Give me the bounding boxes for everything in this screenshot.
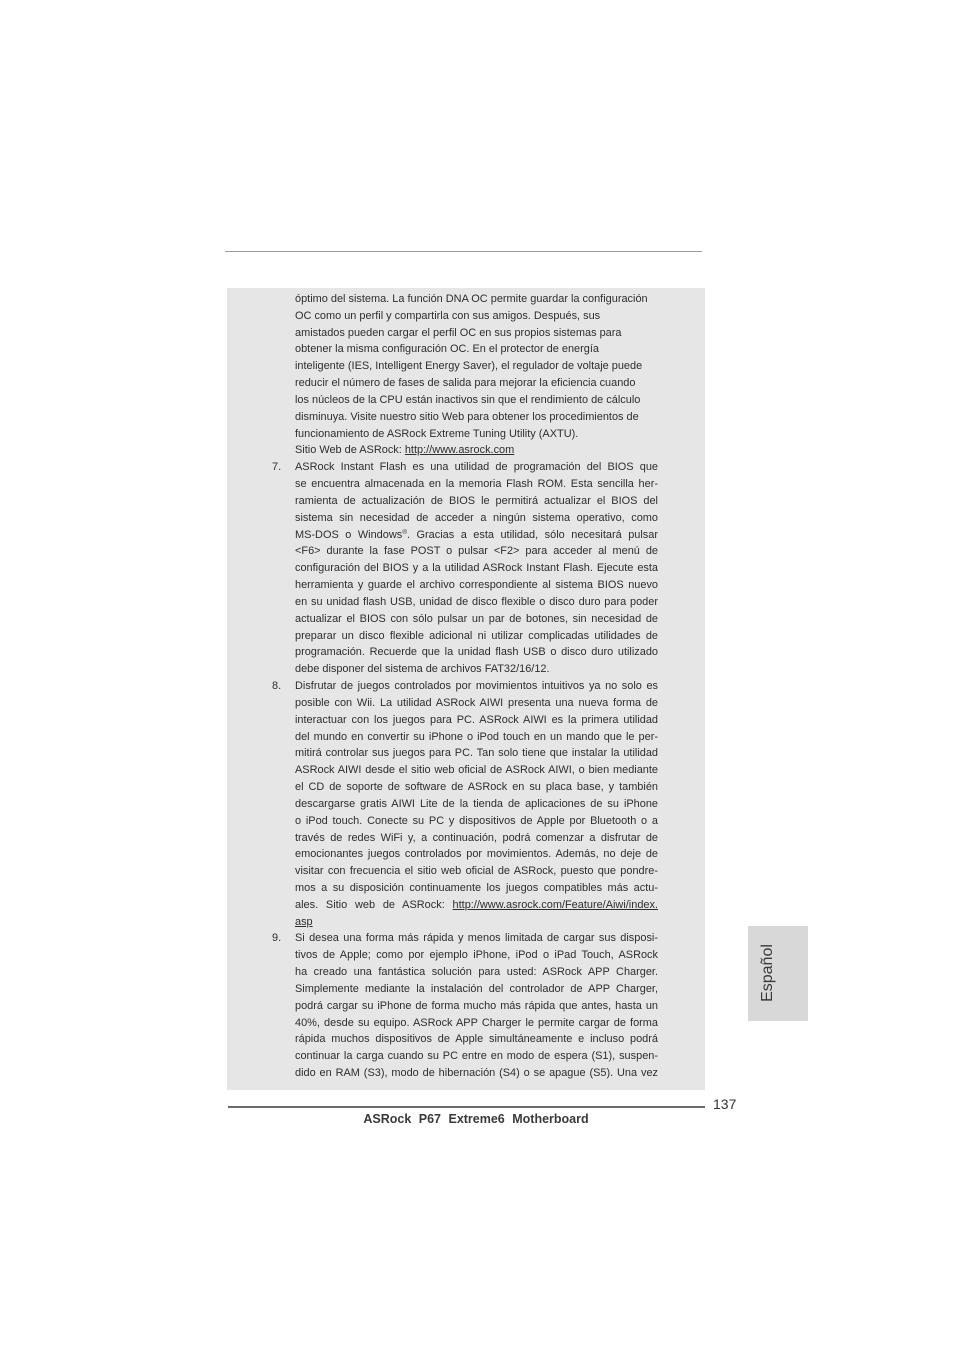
- text-line: en su unidad flash USB, unidad de disco flexible o disco duro para poder: [295, 595, 658, 608]
- text-line: ha creado una fantástica solución para usted: ASRock APP Charger.: [295, 966, 658, 979]
- registered-trademark-symbol: ®: [402, 528, 407, 536]
- text-line: emocionantes juegos controlados por movimientos. Además, no deje de: [295, 848, 658, 861]
- asrock-url-link[interactable]: http://www.asrock.com/Feature/Aiwi/index.: [452, 898, 658, 911]
- text-line: reducir el número de fases de salida para mejorar la eficiencia cuando: [295, 377, 636, 390]
- text-line: Simplemente mediante la instalación del controlador de APP Charger,: [295, 982, 658, 995]
- text-line: interactuar con los juegos para PC. ASRock AIWI es la primera utilidad: [295, 713, 658, 726]
- text-line: funcionamiento de ASRock Extreme Tuning Utility (AXTU).: [295, 427, 579, 440]
- text-line: o iPod touch. Conecte su PC y dispositivos de Apple por Bluetooth o a: [295, 814, 658, 827]
- text-line: [295, 914, 658, 931]
- header-divider: [225, 251, 702, 252]
- text-line: debe disponer del sistema de archivos FAT32/16/12.: [295, 663, 550, 676]
- text-line: el CD de soporte de software de ASRock en su placa base, y también: [295, 781, 658, 794]
- text-line: preparar un disco flexible adicional ni utilizar complicadas utilidades de: [295, 629, 658, 642]
- text-line: inteligente (IES, Intelligent Energy Saver), el regulador de voltaje puede: [295, 360, 643, 373]
- text-line: continuar la carga cuando su PC entre en modo de espera (S1), suspen-: [295, 1050, 658, 1063]
- asrock-url-link[interactable]: asp: [295, 915, 313, 928]
- text-line: 40%, desde su equipo. ASRock APP Charger le permite cargar de forma: [295, 1016, 658, 1029]
- text-line: programación. Recuerde que la unidad flash USB o disco duro utilizado: [295, 646, 658, 659]
- text-line: través de redes WiFi y, a continuación, podrá comenzar a disfrutar de: [295, 831, 658, 844]
- text-line: los núcleos de la CPU están inactivos sin que el rendimiento de cálculo: [295, 393, 641, 406]
- text-line: del mundo en convertir su iPhone o iPod touch en un mando que le per-: [295, 730, 658, 743]
- text-line: podrá cargar su iPhone de forma mucho más rápida que antes, hasta un: [295, 999, 658, 1012]
- text-line: óptimo del sistema. La función DNA OC permite guardar la configuración: [295, 293, 648, 305]
- text-line: rápida muchos dispositivos de Apple simultáneamente e incluso podrá: [295, 1033, 658, 1046]
- text-line: obtener la misma configuración OC. En el protector de energía: [295, 343, 599, 356]
- text-line: mitirá controlar sus juegos para PC. Tan solo tiene que instalar la utilidad: [295, 747, 658, 760]
- text-line: disminuya. Visite nuestro sitio Web para obtener los procedimientos de: [295, 410, 639, 423]
- list-item-number: 8.: [272, 680, 282, 693]
- footer-title: ASRock P67 Extreme6 Motherboard: [363, 1112, 589, 1126]
- footer-divider: [228, 1106, 705, 1108]
- list-item-7: [268, 459, 660, 678]
- list-item-9: [268, 930, 660, 1081]
- text-line: ASRock Instant Flash es una utilidad de programación del BIOS que: [295, 461, 658, 474]
- text-line: OC como un perfil y compartirla con sus amigos. Después, sus: [295, 309, 601, 322]
- text-line: [295, 897, 658, 914]
- text-line: Si desea una forma más rápida y menos limitada de cargar sus disposi-: [295, 932, 658, 945]
- text-line: <F6> durante la fase POST o pulsar <F2> para acceder al menú de: [295, 545, 658, 558]
- text-line: amistados pueden cargar el perfil OC en sus propios sistemas para: [295, 326, 622, 339]
- text-segment: ales. Sitio web de ASRock:: [295, 898, 453, 911]
- text-line: configuración del BIOS y a la utilidad ASRock Instant Flash. Ejecute esta: [295, 562, 658, 575]
- text-line: sistema sin necesidad de acceder a ningún sistema operativo, como: [295, 511, 658, 524]
- manual-body-text: [268, 291, 660, 1082]
- asrock-url-link[interactable]: http://www.asrock.com: [404, 444, 515, 457]
- list-item-number: 9.: [272, 932, 282, 945]
- text-line: tivos de Apple; como por ejemplo iPhone, iPod o iPad Touch, ASRock: [295, 949, 658, 962]
- language-tab: [748, 926, 808, 1021]
- page-number: 137: [713, 1096, 737, 1112]
- text-line: actualizar el BIOS con sólo pulsar un par de botones, sin necesidad de: [295, 612, 658, 625]
- list-item-8: [268, 678, 660, 930]
- paragraph-continued: [268, 291, 660, 459]
- text-segment: . Gracias a esta utilidad, sólo necesitará pulsar: [407, 528, 658, 541]
- list-item-number: 7.: [272, 461, 282, 474]
- text-line: herramienta y guarde el archivo correspondiente al sistema BIOS nuevo: [295, 579, 658, 592]
- text-line: [295, 527, 658, 544]
- text-line: posible con Wii. La utilidad ASRock AIWI presenta una nueva forma de: [295, 696, 658, 709]
- text-line: descargarse gratis AIWI Lite de la tienda de aplicaciones de su iPhone: [295, 797, 658, 810]
- text-segment: MS-DOS o Windows: [295, 528, 403, 541]
- text-line: mos a su disposición continuamente los juegos compatibles más actu-: [295, 881, 658, 894]
- text-segment: Sitio Web de ASRock:: [295, 444, 405, 457]
- text-line: ASRock AIWI desde el sitio web oficial de ASRock AIWI, o bien mediante: [295, 764, 658, 777]
- text-line: ramienta de actualización de BIOS le permitirá actualizar el BIOS del: [295, 494, 658, 507]
- text-line: se encuentra almacenada en la memoria Flash ROM. Esta sencilla her-: [295, 478, 658, 491]
- language-tab-label: Español: [759, 944, 776, 1002]
- text-line: [295, 442, 658, 459]
- text-line: Disfrutar de juegos controlados por movimientos intuitivos ya no solo es: [295, 680, 658, 693]
- text-line: dido en RAM (S3), modo de hibernación (S4) o se apague (S5). Una vez: [295, 1067, 658, 1080]
- text-line: visitar con frecuencia el sitio web oficial de ASRock, puesto que pondre-: [295, 865, 658, 878]
